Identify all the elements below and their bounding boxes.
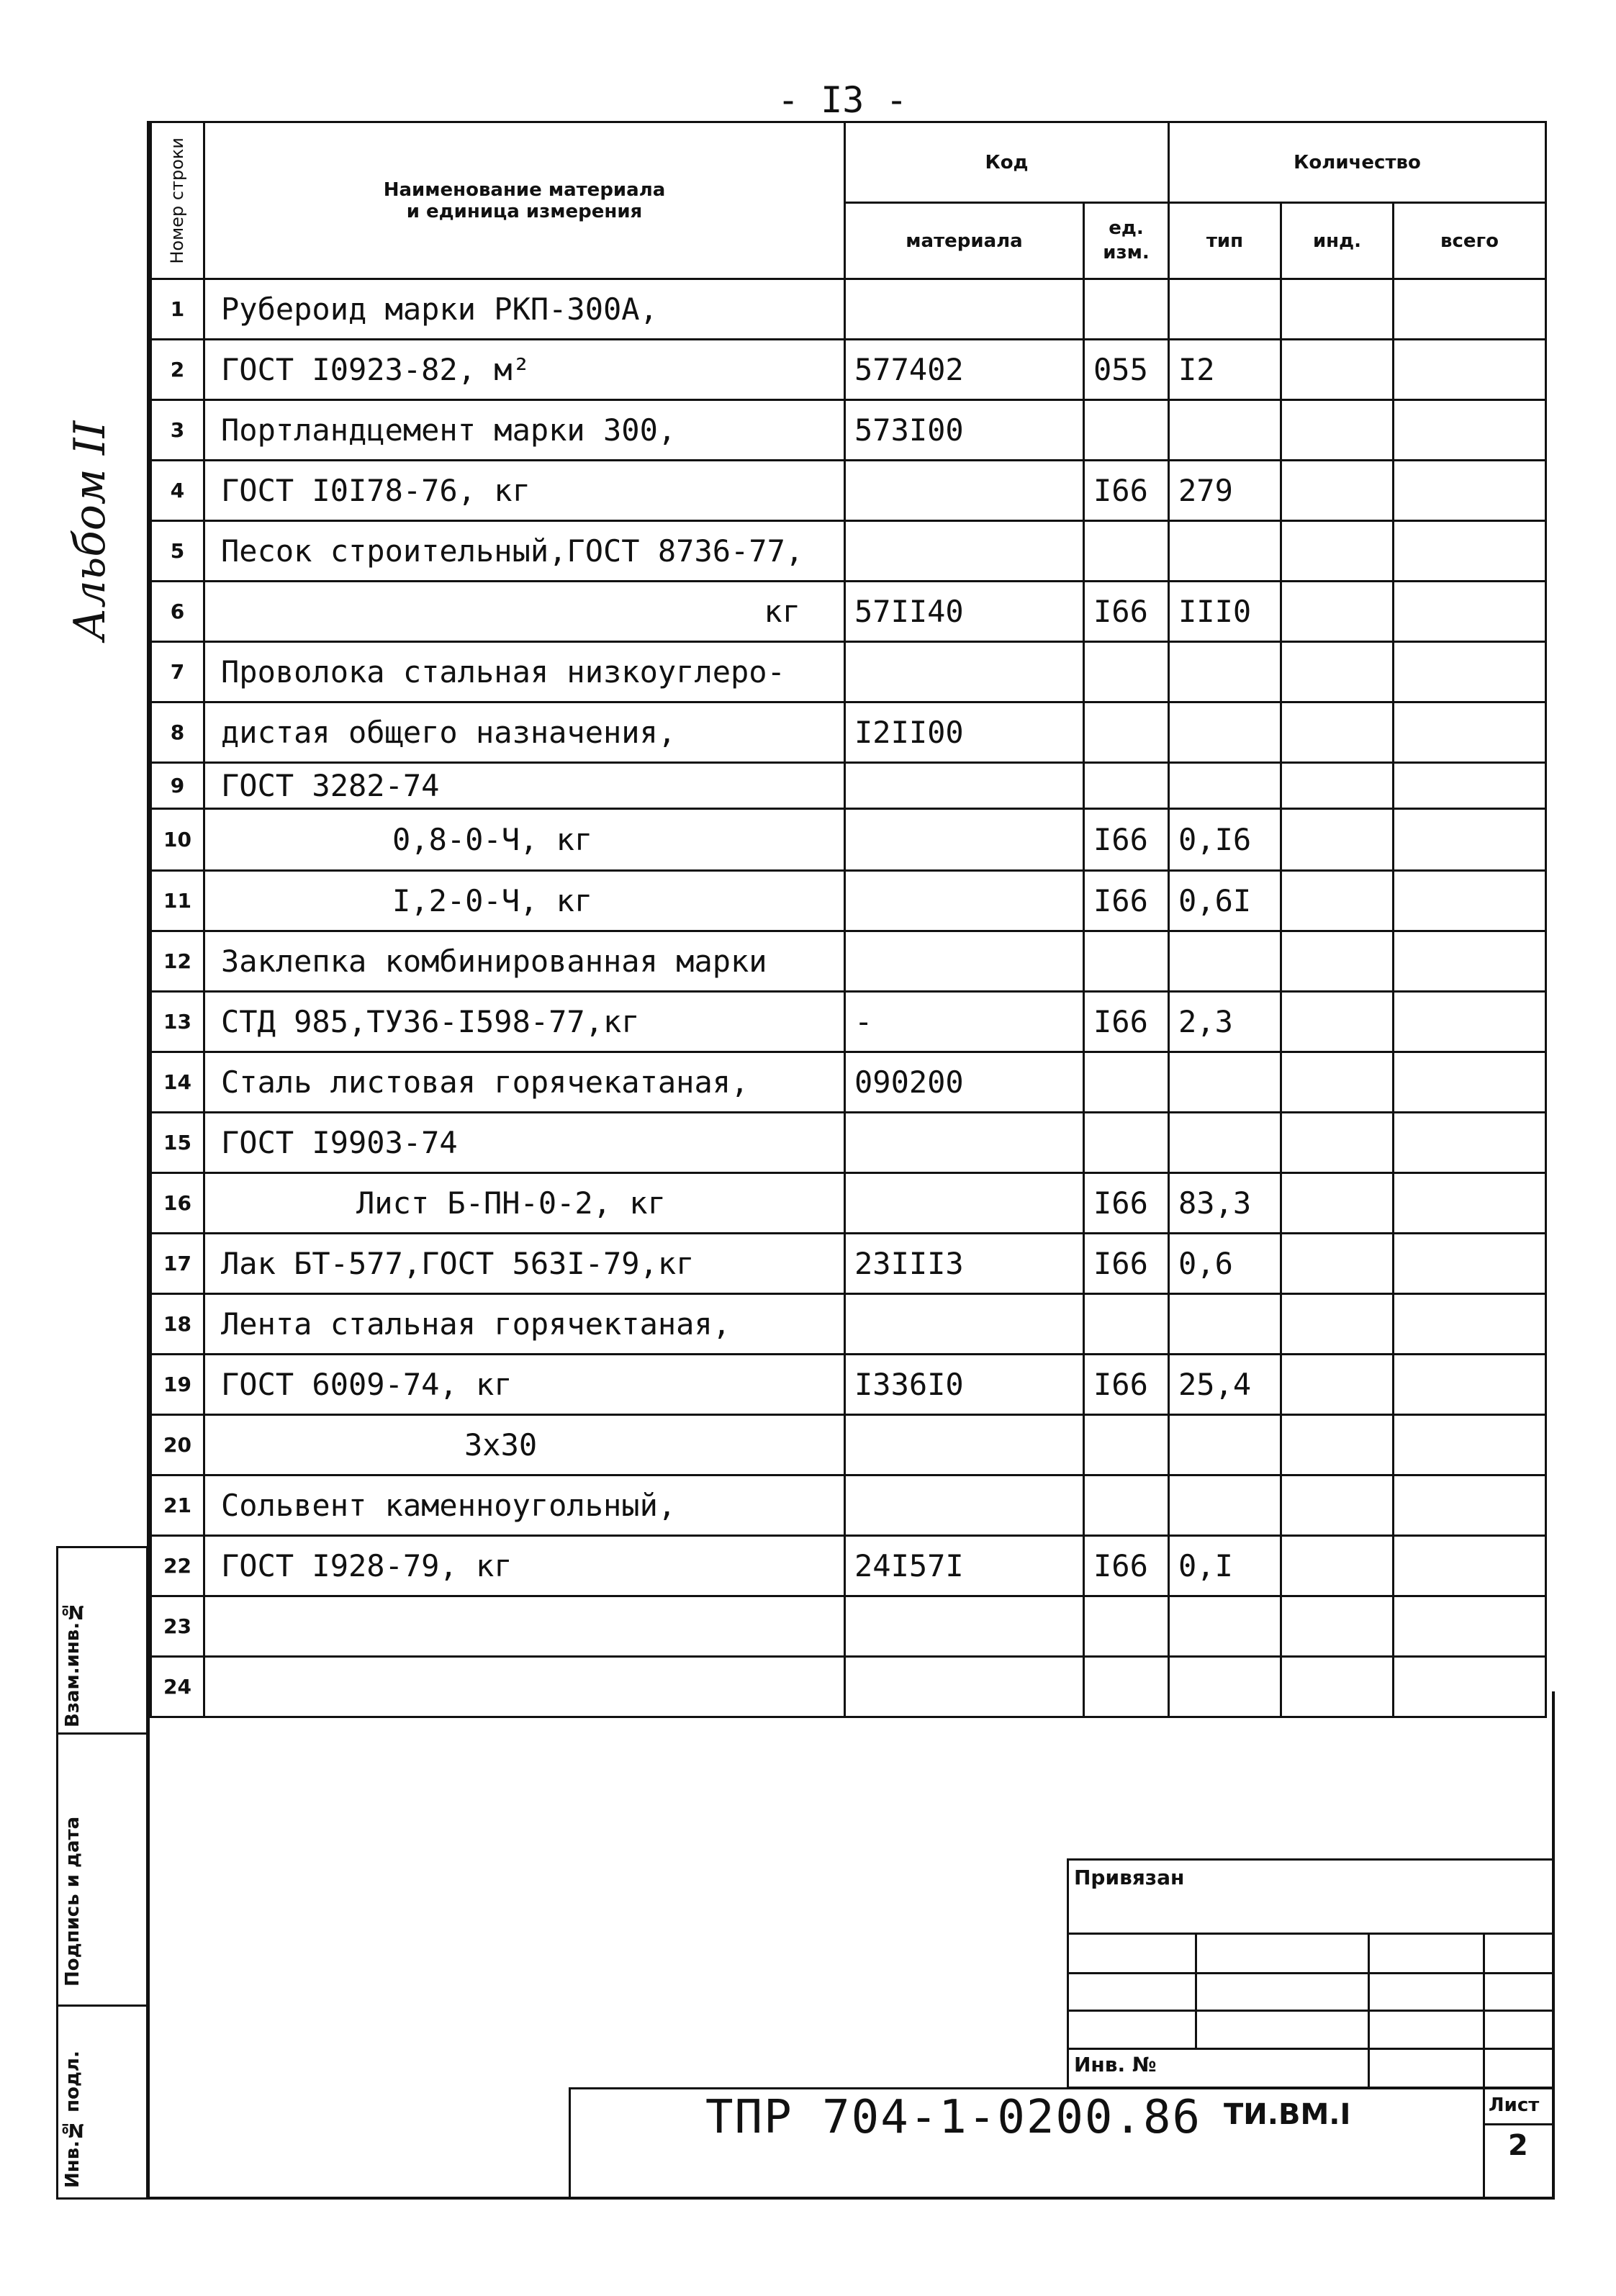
table-row xyxy=(151,1173,1546,1234)
table-row xyxy=(151,1294,1546,1355)
quantity-type xyxy=(1169,1475,1281,1536)
quantity-type xyxy=(1169,279,1281,340)
unit-code xyxy=(1084,1415,1169,1475)
quantity-type xyxy=(1169,1657,1281,1717)
material-code xyxy=(845,279,1084,340)
row-number: 9 xyxy=(151,763,204,809)
table-row xyxy=(151,1596,1546,1657)
quantity-type xyxy=(1169,400,1281,461)
material-name: 3х30 xyxy=(204,1415,845,1475)
quantity-total xyxy=(1394,582,1546,642)
frame-right xyxy=(1552,1691,1555,2200)
material-code xyxy=(845,1294,1084,1355)
material-name: Заклепка комбинированная марки xyxy=(204,931,845,992)
table-row xyxy=(151,1536,1546,1596)
row-number: 20 xyxy=(151,1415,204,1475)
material-name: ГОСТ 3282-74 xyxy=(204,763,845,809)
material-code xyxy=(845,809,1084,871)
quantity-total xyxy=(1394,1596,1546,1657)
quantity-type xyxy=(1169,1415,1281,1475)
row-number: 1 xyxy=(151,279,204,340)
material-code xyxy=(845,521,1084,582)
unit-code xyxy=(1084,642,1169,702)
quantity-ind xyxy=(1281,763,1394,809)
header-quantity: Количество xyxy=(1169,122,1546,203)
table-row xyxy=(151,871,1546,931)
quantity-ind xyxy=(1281,1113,1394,1173)
unit-code xyxy=(1084,1113,1169,1173)
sheet-label: Лист xyxy=(1489,2094,1540,2116)
row-number: 23 xyxy=(151,1596,204,1657)
privyazan-line-4 xyxy=(1067,2048,1552,2050)
table-row xyxy=(151,340,1546,400)
quantity-ind xyxy=(1281,340,1394,400)
material-name xyxy=(204,1657,845,1717)
row-number: 24 xyxy=(151,1657,204,1717)
quantity-ind xyxy=(1281,1234,1394,1294)
quantity-type xyxy=(1169,521,1281,582)
material-code xyxy=(845,1113,1084,1173)
quantity-ind xyxy=(1281,992,1394,1052)
quantity-type: 0,6I xyxy=(1169,871,1281,931)
privyazan-vline-3 xyxy=(1483,1933,1485,2089)
quantity-total xyxy=(1394,871,1546,931)
document-suffix: ТИ.ВМ.I xyxy=(1224,2098,1351,2131)
material-name: ГОСТ 6009-74, кг xyxy=(204,1355,845,1415)
quantity-total xyxy=(1394,1657,1546,1717)
quantity-ind xyxy=(1281,1173,1394,1234)
quantity-ind xyxy=(1281,1355,1394,1415)
quantity-ind xyxy=(1281,279,1394,340)
quantity-ind xyxy=(1281,642,1394,702)
row-number: 21 xyxy=(151,1475,204,1536)
quantity-ind xyxy=(1281,1536,1394,1596)
side-label-vzam: Взам.инв.№ xyxy=(62,1600,83,1727)
quantity-total xyxy=(1394,340,1546,400)
table-row xyxy=(151,1113,1546,1173)
material-name: кг xyxy=(204,582,845,642)
unit-code xyxy=(1084,763,1169,809)
material-code xyxy=(845,931,1084,992)
material-code: 573I00 xyxy=(845,400,1084,461)
material-name: 0,8-0-Ч, кг xyxy=(204,809,845,871)
material-name: ГОСТ I0I78-76, кг xyxy=(204,461,845,521)
material-code xyxy=(845,1596,1084,1657)
quantity-ind xyxy=(1281,871,1394,931)
material-code xyxy=(845,642,1084,702)
unit-code xyxy=(1084,1657,1169,1717)
page-number: - I3 - xyxy=(777,79,908,121)
material-code: - xyxy=(845,992,1084,1052)
quantity-type: 83,3 xyxy=(1169,1173,1281,1234)
header-material-code: материала xyxy=(845,203,1084,279)
quantity-ind xyxy=(1281,582,1394,642)
side-label-podpis: Подпись и дата xyxy=(62,1816,83,1987)
material-name: СТД 985,ТУ36-I598-77,кг xyxy=(204,992,845,1052)
material-name: Песок строительный,ГОСТ 8736-77, xyxy=(204,521,845,582)
quantity-type xyxy=(1169,642,1281,702)
unit-code: I66 xyxy=(1084,1234,1169,1294)
table-row xyxy=(151,1657,1546,1717)
header-total: всего xyxy=(1394,203,1546,279)
quantity-total xyxy=(1394,1052,1546,1113)
row-number: 2 xyxy=(151,340,204,400)
quantity-ind xyxy=(1281,931,1394,992)
quantity-ind xyxy=(1281,400,1394,461)
unit-code xyxy=(1084,1294,1169,1355)
row-number: 12 xyxy=(151,931,204,992)
table-row xyxy=(151,1052,1546,1113)
material-code: 577402 xyxy=(845,340,1084,400)
privyazan-line-1 xyxy=(1067,1933,1552,1935)
quantity-ind xyxy=(1281,1475,1394,1536)
table-row xyxy=(151,1415,1546,1475)
quantity-type: 0,I6 xyxy=(1169,809,1281,871)
quantity-total xyxy=(1394,702,1546,763)
quantity-ind xyxy=(1281,1596,1394,1657)
row-number: 18 xyxy=(151,1294,204,1355)
quantity-type: III0 xyxy=(1169,582,1281,642)
header-type: тип xyxy=(1169,203,1281,279)
material-code: 23III3 xyxy=(845,1234,1084,1294)
unit-code: I66 xyxy=(1084,871,1169,931)
row-number: 17 xyxy=(151,1234,204,1294)
quantity-ind xyxy=(1281,809,1394,871)
unit-code xyxy=(1084,521,1169,582)
inv-no-label: Инв. № xyxy=(1074,2053,1157,2076)
material-name: дистая общего назначения, xyxy=(204,702,845,763)
quantity-type: 2,3 xyxy=(1169,992,1281,1052)
privyazan-label: Привязан xyxy=(1074,1866,1185,1889)
quantity-total xyxy=(1394,1536,1546,1596)
quantity-type xyxy=(1169,1113,1281,1173)
table-row xyxy=(151,992,1546,1052)
privyazan-line-2 xyxy=(1067,1972,1552,1974)
table-row xyxy=(151,809,1546,871)
unit-code xyxy=(1084,1475,1169,1536)
material-name: ГОСТ I9903-74 xyxy=(204,1113,845,1173)
table-row xyxy=(151,702,1546,763)
unit-code: I66 xyxy=(1084,1355,1169,1415)
quantity-total xyxy=(1394,279,1546,340)
unit-code: I66 xyxy=(1084,1173,1169,1234)
row-number: 13 xyxy=(151,992,204,1052)
unit-code xyxy=(1084,279,1169,340)
quantity-ind xyxy=(1281,461,1394,521)
unit-code xyxy=(1084,1596,1169,1657)
unit-code xyxy=(1084,702,1169,763)
quantity-total xyxy=(1394,1234,1546,1294)
quantity-total xyxy=(1394,1415,1546,1475)
material-name: Лента стальная горячектаная, xyxy=(204,1294,845,1355)
quantity-type xyxy=(1169,702,1281,763)
material-name: Сталь листовая горячекатаная, xyxy=(204,1052,845,1113)
material-name: Сольвент каменноугольный, xyxy=(204,1475,845,1536)
quantity-total xyxy=(1394,809,1546,871)
quantity-type: 279 xyxy=(1169,461,1281,521)
quantity-total xyxy=(1394,642,1546,702)
quantity-type xyxy=(1169,1596,1281,1657)
row-number: 8 xyxy=(151,702,204,763)
header-unit-code: ед. изм. xyxy=(1084,203,1169,279)
table-row xyxy=(151,582,1546,642)
quantity-total xyxy=(1394,461,1546,521)
unit-code: I66 xyxy=(1084,461,1169,521)
quantity-ind xyxy=(1281,1294,1394,1355)
table-row xyxy=(151,279,1546,340)
material-name: Портландцемент марки 300, xyxy=(204,400,845,461)
material-code: 090200 xyxy=(845,1052,1084,1113)
quantity-total xyxy=(1394,1113,1546,1173)
row-number: 22 xyxy=(151,1536,204,1596)
material-name: ГОСТ I0923-82, м² xyxy=(204,340,845,400)
quantity-ind xyxy=(1281,521,1394,582)
unit-code xyxy=(1084,400,1169,461)
quantity-type: 0,I xyxy=(1169,1536,1281,1596)
quantity-type: I2 xyxy=(1169,340,1281,400)
row-number: 5 xyxy=(151,521,204,582)
row-number: 3 xyxy=(151,400,204,461)
table-row xyxy=(151,1355,1546,1415)
material-name: ГОСТ I928-79, кг xyxy=(204,1536,845,1596)
table-row xyxy=(151,521,1546,582)
quantity-ind xyxy=(1281,702,1394,763)
material-code xyxy=(845,1475,1084,1536)
material-name: Рубероид марки РКП-300А, xyxy=(204,279,845,340)
sheet-divider xyxy=(1483,2123,1552,2125)
material-code xyxy=(845,461,1084,521)
quantity-total xyxy=(1394,1355,1546,1415)
quantity-total xyxy=(1394,763,1546,809)
quantity-ind xyxy=(1281,1415,1394,1475)
material-code xyxy=(845,763,1084,809)
material-code xyxy=(845,1173,1084,1234)
row-number: 7 xyxy=(151,642,204,702)
unit-code: I66 xyxy=(1084,582,1169,642)
quantity-total xyxy=(1394,400,1546,461)
unit-code: I66 xyxy=(1084,1536,1169,1596)
material-code: I2II00 xyxy=(845,702,1084,763)
privyazan-line-3 xyxy=(1067,2010,1552,2012)
unit-code xyxy=(1084,1052,1169,1113)
quantity-total xyxy=(1394,1173,1546,1234)
material-name xyxy=(204,1596,845,1657)
table-row xyxy=(151,642,1546,702)
title-block-divider xyxy=(1483,2087,1485,2200)
row-number: 19 xyxy=(151,1355,204,1415)
unit-code: 055 xyxy=(1084,340,1169,400)
unit-code xyxy=(1084,931,1169,992)
quantity-type xyxy=(1169,1294,1281,1355)
material-name: I,2-0-Ч, кг xyxy=(204,871,845,931)
materials-table xyxy=(150,121,1547,1718)
unit-code: I66 xyxy=(1084,809,1169,871)
quantity-total xyxy=(1394,992,1546,1052)
privyazan-vline-1 xyxy=(1195,1933,1197,2048)
privyazan-vline-2 xyxy=(1368,1933,1370,2089)
row-number: 10 xyxy=(151,809,204,871)
sheet-number: 2 xyxy=(1508,2129,1528,2162)
quantity-total xyxy=(1394,1475,1546,1536)
material-name: Лист Б-ПН-0-2, кг xyxy=(204,1173,845,1234)
material-code: 24I57I xyxy=(845,1536,1084,1596)
material-code xyxy=(845,1415,1084,1475)
row-number: 14 xyxy=(151,1052,204,1113)
material-name: Лак БТ-577,ГОСТ 563I-79,кг xyxy=(204,1234,845,1294)
quantity-type xyxy=(1169,1052,1281,1113)
header-ind: инд. xyxy=(1281,203,1394,279)
quantity-type: 0,6 xyxy=(1169,1234,1281,1294)
quantity-total xyxy=(1394,1294,1546,1355)
document-code: ТПР 704-1-0200.86 xyxy=(705,2091,1202,2144)
table-row xyxy=(151,931,1546,992)
quantity-ind xyxy=(1281,1657,1394,1717)
quantity-type: 25,4 xyxy=(1169,1355,1281,1415)
row-number: 15 xyxy=(151,1113,204,1173)
quantity-total xyxy=(1394,931,1546,992)
material-code xyxy=(845,871,1084,931)
row-number: 11 xyxy=(151,871,204,931)
header-row-number: Номер строки xyxy=(151,122,204,279)
side-label-inv: Инв.№ подл. xyxy=(62,2051,83,2188)
row-number: 16 xyxy=(151,1173,204,1234)
unit-code: I66 xyxy=(1084,992,1169,1052)
material-code: 57II40 xyxy=(845,582,1084,642)
quantity-ind xyxy=(1281,1052,1394,1113)
album-label: Альбом II xyxy=(65,420,115,641)
frame-left xyxy=(147,121,150,2200)
quantity-type xyxy=(1169,763,1281,809)
row-number: 4 xyxy=(151,461,204,521)
material-code: I336I0 xyxy=(845,1355,1084,1415)
quantity-type xyxy=(1169,931,1281,992)
table-row xyxy=(151,1234,1546,1294)
material-name: Проволока стальная низкоуглеро- xyxy=(204,642,845,702)
row-number: 6 xyxy=(151,582,204,642)
table-row xyxy=(151,1475,1546,1536)
table-row xyxy=(151,461,1546,521)
table-row xyxy=(151,763,1546,809)
material-code xyxy=(845,1657,1084,1717)
quantity-total xyxy=(1394,521,1546,582)
header-name: Наименование материала и единица измерения xyxy=(204,122,845,279)
header-code: Код xyxy=(845,122,1169,203)
table-row xyxy=(151,400,1546,461)
